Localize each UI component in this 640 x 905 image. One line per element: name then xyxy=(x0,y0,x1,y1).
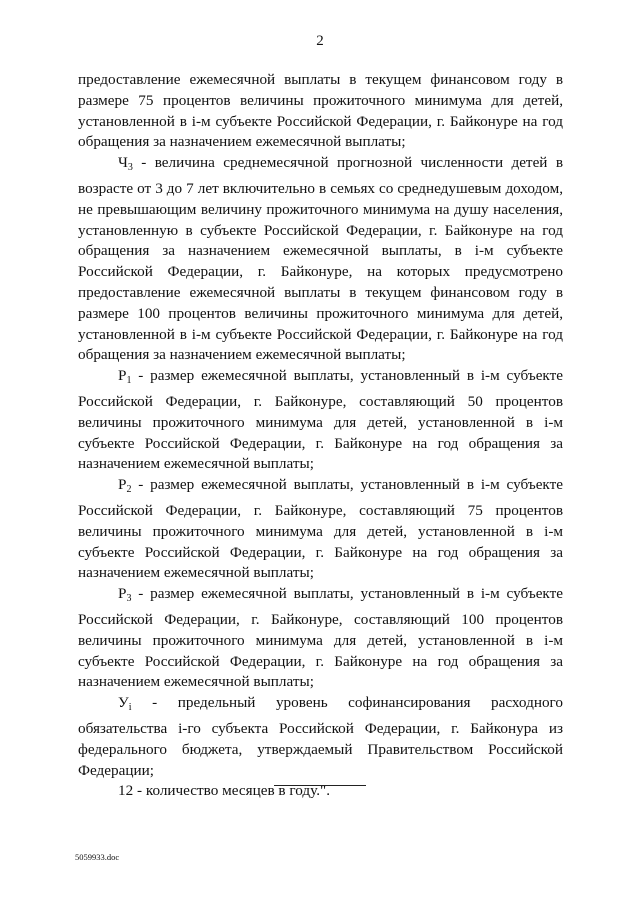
paragraph-yi xyxy=(78,693,563,781)
paragraph-text: - размер ежемесячной выплаты, установленный в i-м субъекте Российской Федерации, г. Байконуре, составляющий 75 процентов величины прожиточного минимума для детей, установленной в i-м субъекте Российской Федерации, г. Байконуре на год обращения за назначением ежемесячной выплаты; xyxy=(78,476,563,582)
page-number: 2 xyxy=(316,33,324,49)
end-rule xyxy=(274,785,366,786)
variable-subscript: 3 xyxy=(126,593,132,605)
variable-subscript: 3 xyxy=(127,162,133,174)
paragraph-text: - величина среднемесячной прогнозной численности детей в возрасте от 3 до 7 лет включительно в семьях со среднедушевым доходом, не превышающим величину прожиточного минимума на душу населения, установленную в субъекте Российской Федерации, г. Байконуре на год обращения за назначением ежемесячной выплаты, в i-м субъекте Российской Федерации, г. Байконуре, на которых предусмотрено предоставление ежемесячной выплаты в текущем финансовом году в размере 100 процентов величины прожиточного минимума для детей, установленной в i-м субъекте Российской Федерации, г. Байконуре на год обращения за назначением ежемесячной выплаты; xyxy=(78,154,563,364)
paragraph-text: - предельный уровень софинансирования расходного обязательства i-го субъекта Российской Федерации, г. Байконура из федерального бюджета, утверждаемый Правительством Российской Федерации; xyxy=(78,694,563,779)
file-reference: 5059933.doc xyxy=(75,852,120,862)
paragraph-text: 12 - количество месяцев в году.". xyxy=(118,782,330,800)
variable-symbol: Р xyxy=(118,476,127,494)
paragraph-ch3 xyxy=(78,153,563,366)
variable-subscript: i xyxy=(128,702,132,714)
paragraph-text: - размер ежемесячной выплаты, установленный в i-м субъекте Российской Федерации, г. Байконуре, составляющий 100 процентов величины прожиточного минимума для детей, установленной в i-м субъекте Российской Федерации, г. Байконуре на год обращения за назначением ежемесячной выплаты; xyxy=(78,585,563,691)
paragraph-text: предоставление ежемесячной выплаты в текущем финансовом году в размере 75 процентов величины прожиточного минимума для детей, установленной в i-м субъекте Российской Федерации, г. Байконуре на год обращения за назначением ежемесячной выплаты; xyxy=(78,71,563,151)
variable-subscript: 2 xyxy=(126,484,132,496)
variable-symbol: Р xyxy=(118,367,127,385)
variable-symbol: Ч xyxy=(118,154,128,172)
document-body xyxy=(78,70,563,802)
paragraph-p1 xyxy=(78,366,563,475)
paragraph-p3 xyxy=(78,584,563,693)
paragraph-continuation xyxy=(78,70,563,153)
paragraph-text: - размер ежемесячной выплаты, установленный в i-м субъекте Российской Федерации, г. Байконуре, составляющий 50 процентов величины прожиточного минимума для детей, установленной в i-м субъекте Российской Федерации, г. Байконуре на год обращения за назначением ежемесячной выплаты; xyxy=(78,367,563,473)
paragraph-p2 xyxy=(78,475,563,584)
variable-symbol: Р xyxy=(118,585,127,603)
variable-symbol: У xyxy=(118,694,129,712)
variable-subscript: 1 xyxy=(126,375,132,387)
